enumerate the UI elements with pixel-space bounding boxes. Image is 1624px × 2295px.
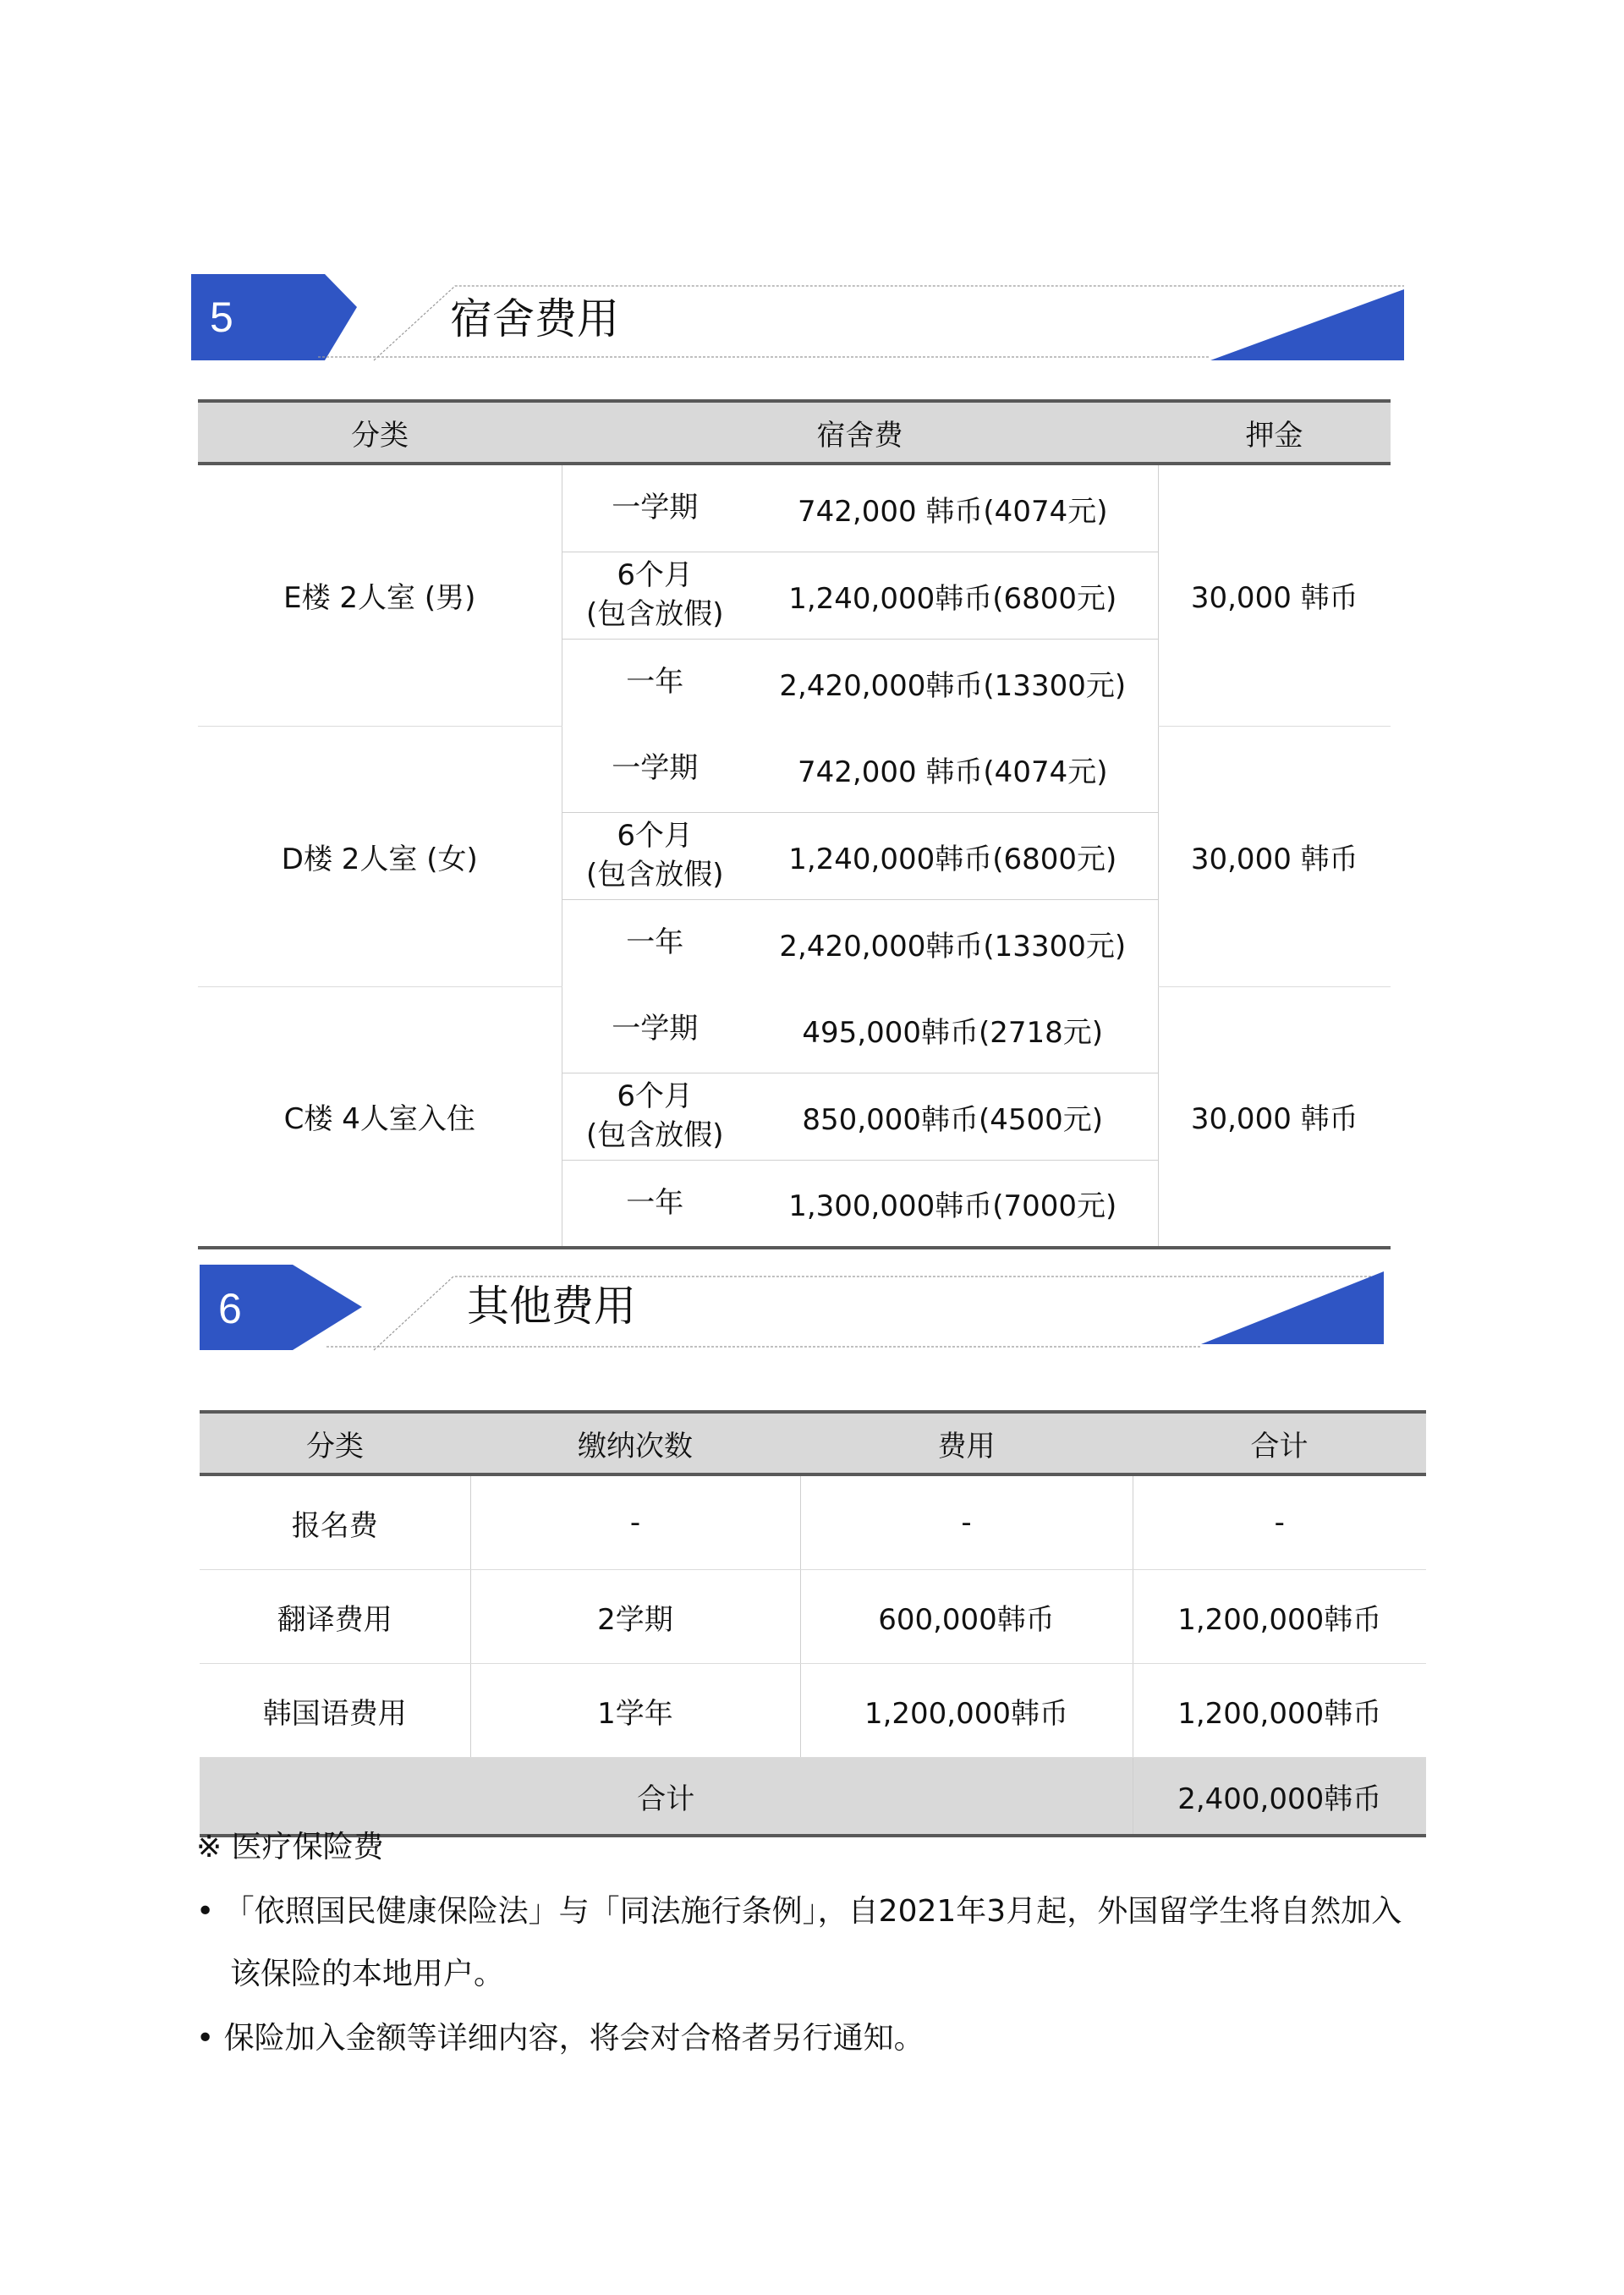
count-cell: 2学期 — [470, 1570, 800, 1664]
total-label: 合计 — [200, 1758, 1133, 1837]
dormitory-fee-table — [198, 399, 1391, 1249]
period-label: 一年 — [626, 925, 684, 960]
note-bullet-2: • 保险加入金额等详细内容，将会对合格者另行通知。 — [196, 2021, 924, 2056]
total-value: 2,400,000韩币 — [1133, 1758, 1426, 1837]
period-cell — [562, 552, 748, 640]
period-cell — [562, 640, 748, 727]
fee-cell: - — [800, 1474, 1133, 1570]
period-label: 一学期 — [612, 491, 699, 525]
amount-cell: 1,240,000韩币(6800元) — [748, 552, 1158, 640]
table-row — [198, 986, 1391, 1073]
header-total: 合计 — [1133, 1412, 1426, 1474]
table-header-row — [198, 401, 1391, 464]
total-cell: 1,200,000韩币 — [1133, 1664, 1426, 1758]
total-cell: - — [1133, 1474, 1426, 1570]
period-label: 6个月 (包含放假) — [585, 558, 724, 631]
header-fee: 费用 — [800, 1412, 1133, 1474]
amount-cell: 1,300,000韩币(7000元) — [788, 1189, 1117, 1223]
other-fees-table — [200, 1410, 1426, 1837]
amount-cell: 1,240,000韩币(6800元) — [748, 813, 1158, 900]
table-row — [200, 1474, 1426, 1570]
amount-cell: 850,000韩币(4500元) — [748, 1073, 1158, 1161]
amount-cell: 742,000 韩币(4074元) — [748, 464, 1158, 552]
amount-cell: 742,000 韩币(4074元) — [748, 726, 1158, 813]
deposit-cell: 30,000 韩币 — [1158, 726, 1391, 986]
header-payment-count: 缴纳次数 — [470, 1412, 800, 1474]
period-label: 一年 — [626, 1185, 684, 1220]
amount-cell: 2,420,000韩币(13300元) — [779, 929, 1127, 964]
header-deposit: 押金 — [1158, 401, 1391, 464]
header-category: 分类 — [200, 1412, 470, 1474]
category-cell: C楼 4人室入住 — [198, 986, 562, 1248]
period-label: 一学期 — [612, 1012, 699, 1046]
amount-cell: 495,000韩币(2718元) — [748, 986, 1158, 1073]
section-title: 宿舍费用 — [450, 294, 619, 343]
period-label: 6个月 (包含放假) — [585, 1079, 724, 1152]
category-cell: D楼 2人室 (女) — [198, 726, 562, 986]
header-dorm-fee: 宿舍费 — [562, 401, 1158, 464]
section-number: 6 — [218, 1285, 242, 1332]
fee-cell: 1,200,000韩币 — [800, 1664, 1133, 1758]
period-cell — [562, 813, 748, 900]
amount-cell: 2,420,000韩币(13300元) — [779, 668, 1127, 703]
note-bullet-1-continued: 该保险的本地用户。 — [230, 1957, 505, 1991]
period-cell — [562, 1073, 748, 1161]
count-cell: 1学年 — [470, 1664, 800, 1758]
note-bullet-1: • 「依照国民健康保险法」与「同法施行条例」，自2021年3月起，外国留学生将自然加入 — [196, 1894, 1402, 1929]
deposit-cell: 30,000 韩币 — [1158, 986, 1391, 1248]
category-cell: 韩国语费用 — [200, 1664, 470, 1758]
category-cell: 报名费 — [200, 1474, 470, 1570]
table-row — [198, 464, 1391, 552]
section-6-header — [200, 1265, 1392, 1358]
table-row — [200, 1664, 1426, 1758]
notes-heading: ※ 医疗保险费 — [196, 1830, 384, 1864]
table-header-row — [200, 1412, 1426, 1474]
section-5-header — [191, 271, 1409, 364]
period-cell — [562, 900, 748, 987]
count-cell: - — [470, 1474, 800, 1570]
section-6-banner-graphic — [200, 1265, 1392, 1358]
period-label: 一学期 — [612, 751, 699, 786]
header-category: 分类 — [198, 401, 562, 464]
period-cell — [562, 464, 748, 552]
period-label: 一年 — [626, 665, 684, 700]
category-cell: 翻译费用 — [200, 1570, 470, 1664]
total-cell: 1,200,000韩币 — [1133, 1570, 1426, 1664]
section-number: 5 — [210, 294, 233, 341]
section-5-banner-graphic — [191, 271, 1409, 364]
fee-cell: 600,000韩币 — [800, 1570, 1133, 1664]
period-cell — [562, 726, 748, 813]
period-cell — [562, 986, 748, 1073]
table-row — [200, 1570, 1426, 1664]
deposit-cell: 30,000 韩币 — [1158, 464, 1391, 726]
period-cell — [562, 1161, 748, 1249]
table-row — [198, 726, 1391, 813]
period-label: 6个月 (包含放假) — [585, 819, 724, 892]
category-cell: E楼 2人室 (男) — [198, 464, 562, 726]
section-title: 其他费用 — [467, 1282, 636, 1331]
